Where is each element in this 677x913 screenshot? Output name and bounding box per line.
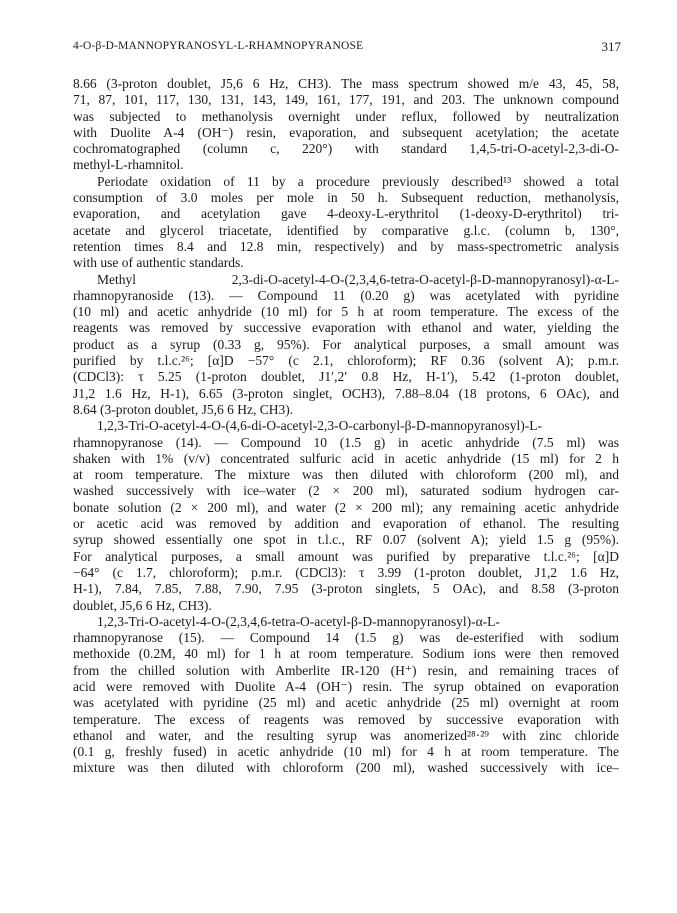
text-line: at room temperature. The mixture was then diluted with chloroform (200 ml), and (73, 467, 619, 483)
page-number: 317 (601, 39, 621, 54)
text-line: rhamnopyranose (15). — Compound 14 (1.5 g) was de-esterified with sodium (73, 630, 619, 646)
text-line: was subjected to methanolysis overnight under reflux, followed by neutralization (73, 108, 619, 124)
text-line: washed successively with ice–water (2 × 200 ml), saturated sodium hydrogen car- (73, 483, 619, 499)
page-header (73, 40, 621, 58)
text-line: −64° (c 1.7, chloroform); p.m.r. (CDCl3): τ 3.99 (1-proton doublet, J1,2 1.6 Hz, (73, 564, 619, 580)
text-line: or acetic acid was removed by addition and evaporation of ethanol. The resulting (73, 516, 619, 532)
text-line: ethanol and water, and the resulting syrup was anomerized²⁸·²⁹ with zinc chloride (73, 727, 619, 743)
text-line: 1,2,3-Tri-O-acetyl-4-O-(2,3,4,6-tetra-O-acetyl-β-D-mannopyranosyl)-α-L- (97, 613, 500, 629)
text-line: Methyl 2,3-di-O-acetyl-4-O-(2,3,4,6-tetra-O-acetyl-β-D-mannopyranosyl)-α-L- (97, 271, 619, 287)
text-line: mixture was then diluted with chloroform (200 ml), washed successively with ice– (73, 760, 619, 776)
text-line: from the chilled solution with Amberlite IR-120 (H⁺) resin, and remaining traces of (73, 662, 619, 678)
text-line: purified by t.l.c.²⁶; [α]D −57° (c 2.1, chloroform); RF 0.36 (solvent A); p.m.r. (73, 353, 619, 369)
text-line: 1,2,3-Tri-O-acetyl-4-O-(4,6-di-O-acetyl-2,3-O-carbonyl-β-D-mannopyranosyl)-L- (97, 418, 542, 434)
text-line: (0.1 g, freshly fused) in acetic anhydride (10 ml) for 4 h at room temperature. The (73, 744, 619, 760)
text-line: syrup showed essentially one spot in t.l.c., RF 0.07 (solvent A); yield 1.5 g (95%). (73, 532, 619, 548)
text-line: reagents was removed by successive evaporation with ethanol and water, yielding the (73, 320, 619, 336)
text-line: acetate and glycerol triacetate, identified by comparative g.l.c. (column b, 130°, (73, 222, 619, 238)
text-line: bonate solution (2 × 200 ml), and water (2 × 200 ml); any remaining acetic anhydride (73, 499, 619, 515)
text-line: 71, 87, 101, 117, 130, 131, 143, 149, 161, 177, 191, and 203. The unknown compound (73, 92, 619, 108)
text-line: doublet, J5,6 6 Hz, CH3). (73, 597, 212, 613)
text-line: 8.64 (3-proton doublet, J5,6 6 Hz, CH3). (73, 401, 294, 417)
text-line: H-1), 7.84, 7.85, 7.88, 7.90, 7.95 (3-proton singlets, 5 OAc), and 8.58 (3-proton (73, 581, 619, 597)
text-line: (10 ml) and acetic anhydride (10 ml) for 5 h at room temperature. The excess of the (73, 304, 619, 320)
text-line: acid were removed with Duolite A-4 (OH⁻) resin. The syrup obtained on evaporation (73, 678, 619, 694)
text-line: temperature. The excess of reagents was removed by successive evaporation with (73, 711, 619, 727)
text-line: methoxide (0.2M, 40 ml) for 1 h at room temperature. Sodium ions were then removed (73, 646, 619, 662)
text-line: methyl-L-rhamnitol. (73, 157, 184, 173)
text-line: J1,2 1.6 Hz, H-1), 6.65 (3-proton singlet, OCH3), 7.88–8.04 (18 protons, 6 OAc), and (73, 385, 619, 401)
text-line: rhamnopyranose (14). — Compound 10 (1.5 g) in acetic anhydride (7.5 ml) was (73, 434, 619, 450)
text-line: 8.66 (3-proton doublet, J5,6 6 Hz, CH3). The mass spectrum showed m/e 43, 45, 58, (73, 76, 619, 91)
text-line: with use of authentic standards. (73, 255, 244, 271)
text-line: product as a syrup (0.33 g, 95%). For analytical purposes, a small amount was (73, 336, 619, 352)
text-line: shaken with 1% (v/v) concentrated sulfuric acid in acetic anhydride (15 ml) for 2 h (73, 450, 619, 466)
text-line: retention times 8.4 and 12.8 min, respectively) and by mass-spectrometric analysis (73, 238, 619, 254)
body-text (73, 76, 619, 777)
text-line: consumption of 3.0 moles per mole in 50 h. Subsequent reduction, methanolysis, (73, 190, 619, 206)
text-line: rhamnopyranoside (13). — Compound 11 (0.20 g) was acetylated with pyridine (73, 287, 619, 303)
text-line: Periodate oxidation of 11 by a procedure previously described¹³ showed a total (97, 173, 619, 189)
text-line: For analytical purposes, a small amount was purified by preparative t.l.c.²⁶; [α]D (73, 548, 619, 564)
text-line: was acetylated with pyridine (25 ml) and acetic anhydride (25 ml) overnight at room (73, 695, 619, 711)
text-line: cochromatographed (column c, 220°) with standard 1,4,5-tri-O-acetyl-2,3-di-O- (73, 141, 619, 157)
text-line: with Duolite A-4 (OH⁻) resin, evaporation, and subsequent acetylation; the acetate (73, 124, 619, 140)
text-line: evaporation, and acetylation gave 4-deoxy-L-erythritol (1-deoxy-D-erythritol) tri- (73, 206, 619, 222)
running-head: 4-O-β-D-MANNOPYRANOSYL-L-RHAMNOPYRANOSE (73, 40, 364, 52)
text-line: (CDCl3): τ 5.25 (1-proton doublet, J1′,2′ 0.8 Hz, H-1′), 5.42 (1-proton doublet, (73, 369, 619, 385)
